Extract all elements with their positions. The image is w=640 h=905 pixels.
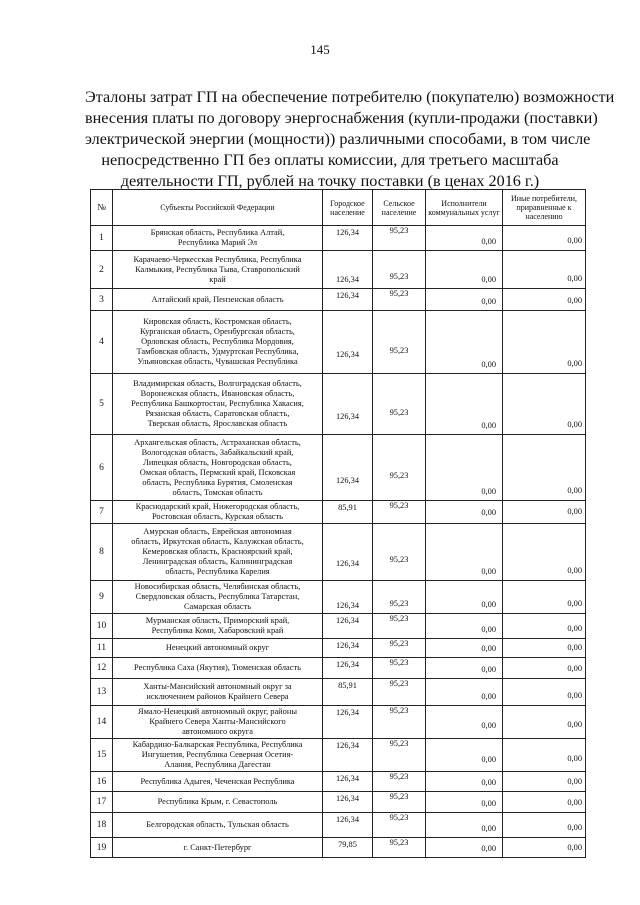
title-line: деятельности ГП, рублей на точку поставки (в ценах 2016 г.): [120, 172, 540, 190]
utilities-cell-value: 0,00: [481, 625, 496, 634]
other-cell: [503, 614, 586, 639]
other-cell: [503, 581, 586, 614]
table-row: [91, 226, 586, 251]
table-row: [91, 524, 586, 581]
urban-cell: [323, 792, 373, 813]
other-cell-value: 0,00: [567, 798, 582, 807]
rural-cell: [373, 658, 426, 679]
region-line: Тверская область, Ярославская область: [147, 419, 288, 428]
table-row: [91, 501, 586, 524]
utilities-cell-value: 0,00: [481, 665, 496, 674]
urban-cell-value: 126,34: [335, 660, 360, 669]
urban-cell-value: 126,34: [335, 350, 360, 359]
region-line: Рязанская область, Саратовская область,: [145, 409, 290, 418]
rural-cell-value: 95,23: [389, 706, 409, 715]
table-row: [91, 289, 586, 311]
other-cell-value: 0,00: [567, 296, 582, 305]
other-cell-value: 0,00: [567, 843, 582, 852]
utilities-cell: [426, 772, 503, 792]
other-cell: [503, 501, 586, 524]
region-line: область, Республика Бурятия, Смоленская: [142, 477, 293, 487]
region-line: Республика Адыгея, Чеченская Республика: [140, 776, 295, 786]
region-line: Свердловская область, Республика Татарстан,: [135, 592, 300, 601]
header-number: №: [91, 190, 113, 226]
utilities-cell-value: 0,00: [481, 799, 496, 808]
region-line: Орловская область, Республика Мордовия,: [141, 337, 294, 346]
rural-cell-value: 95,23: [389, 772, 409, 781]
urban-cell: [323, 838, 373, 858]
region-line: область, Иркутская область, Калужская область,: [131, 537, 304, 546]
other-cell-value: 0,00: [567, 720, 582, 729]
rural-cell: [373, 311, 426, 374]
utilities-cell-value: 0,00: [481, 721, 496, 730]
urban-cell-value: 126,34: [335, 641, 360, 650]
utilities-cell: [426, 524, 503, 581]
rural-cell: [373, 739, 426, 772]
row-number: 10: [91, 614, 113, 639]
row-number: 16: [91, 772, 113, 792]
region-line: Карачаево-Черкесская Республика, Республика: [133, 254, 302, 264]
table-row: [91, 706, 586, 739]
region-line: Кировская область, Костромская область,: [143, 317, 292, 326]
row-number: 12: [91, 658, 113, 679]
header-utilities: Исполнители коммунальных услуг: [426, 190, 503, 226]
region-line: Республика Марий Эл: [177, 238, 258, 247]
page-number: 145: [310, 42, 330, 57]
table-row: [91, 614, 586, 639]
rural-cell: [373, 838, 426, 858]
urban-cell: [323, 289, 373, 311]
title-line: внесения платы по договору энергоснабжения (купли-продажи (поставки): [85, 109, 598, 127]
region-cell: [113, 435, 323, 501]
region-line: Белгородская область, Тульская область: [146, 820, 289, 829]
region-cell: [113, 251, 323, 289]
utilities-cell: [426, 813, 503, 838]
region-cell: [113, 581, 323, 614]
urban-cell-value: 126,34: [335, 476, 360, 485]
title-line: непосредственно ГП без оплаты комиссии, для третьего масштаба: [101, 151, 559, 169]
utilities-cell: [426, 614, 503, 639]
urban-cell: [323, 772, 373, 792]
region-line: Ленинградская область, Калининградская: [142, 557, 293, 566]
urban-cell-value: 126,34: [335, 815, 360, 824]
other-cell-value: 0,00: [567, 664, 582, 673]
urban-cell: [323, 374, 373, 435]
rural-cell-value: 95,23: [389, 658, 409, 667]
urban-cell-value: 79,85: [338, 840, 357, 849]
row-number: 4: [91, 311, 113, 374]
region-line: Ингушетия, Республика Северная Осетия-: [141, 750, 294, 759]
table-row: [91, 838, 586, 858]
utilities-cell: [426, 501, 503, 524]
urban-cell-value: 126,34: [335, 616, 360, 625]
urban-cell: [323, 679, 373, 706]
rural-cell: [373, 251, 426, 289]
region-cell: [113, 501, 323, 524]
rural-cell: [373, 435, 426, 501]
region-line: Архангельская область, Астраханская область,: [134, 437, 301, 447]
rural-cell-value: 95,23: [389, 739, 409, 748]
region-line: Кабардино-Балкарская Республика, Республика: [132, 740, 303, 749]
other-cell: [503, 739, 586, 772]
urban-cell-value: 126,34: [335, 794, 360, 803]
utilities-cell-value: 0,00: [481, 644, 496, 653]
rural-cell: [373, 706, 426, 739]
urban-cell: [323, 226, 373, 251]
urban-cell-value: 85,91: [338, 681, 357, 690]
other-cell-value: 0,00: [567, 274, 582, 283]
document-title: [85, 87, 615, 192]
table-row: [91, 658, 586, 679]
other-cell: [503, 251, 586, 289]
region-line: Республика Коми, Хабаровский край: [151, 626, 284, 635]
utilities-cell-value: 0,00: [481, 600, 496, 609]
urban-cell: [323, 639, 373, 658]
region-line: Ненецкий автономный округ: [165, 643, 270, 652]
urban-cell-value: 126,34: [335, 741, 360, 750]
utilities-cell: [426, 658, 503, 679]
other-cell: [503, 289, 586, 311]
other-cell-value: 0,00: [567, 420, 582, 429]
rural-cell: [373, 772, 426, 792]
other-cell-value: 0,00: [567, 777, 582, 786]
other-cell-value: 0,00: [567, 624, 582, 633]
header-urban: Городское население: [323, 190, 373, 226]
region-line: Республика Саха (Якутия), Тюменская область: [134, 663, 301, 672]
utilities-cell-value: 0,00: [481, 508, 496, 517]
table-row: [91, 435, 586, 501]
rural-cell-value: 95,23: [389, 639, 409, 648]
other-cell: [503, 706, 586, 739]
rural-cell-value: 95,23: [389, 272, 409, 281]
other-cell: [503, 524, 586, 581]
other-cell-value: 0,00: [567, 566, 582, 575]
header-rural: Сельское население: [373, 190, 426, 226]
rural-cell-value: 95,23: [389, 289, 409, 298]
utilities-cell-value: 0,00: [481, 297, 496, 306]
other-cell-value: 0,00: [567, 507, 582, 516]
region-cell: [113, 679, 323, 706]
utilities-cell: [426, 374, 503, 435]
table-row: [91, 374, 586, 435]
other-cell: [503, 658, 586, 679]
title-line: электрической энергии (мощности)) различными способами, в том числе: [85, 130, 591, 148]
utilities-cell-value: 0,00: [481, 778, 496, 787]
region-line: Омская область, Пермский край, Псковская: [139, 467, 296, 477]
rural-cell-value: 95,23: [389, 555, 409, 564]
region-cell: [113, 813, 323, 838]
urban-cell: [323, 501, 373, 524]
tariff-table: [90, 189, 586, 858]
utilities-cell: [426, 226, 503, 251]
urban-cell: [323, 813, 373, 838]
row-number: 18: [91, 813, 113, 838]
table-row: [91, 813, 586, 838]
rural-cell-value: 95,23: [389, 346, 409, 355]
row-number: 7: [91, 501, 113, 524]
region-line: Воронежская область, Ивановская область,: [140, 389, 295, 398]
urban-cell: [323, 658, 373, 679]
row-number: 3: [91, 289, 113, 311]
other-cell-value: 0,00: [567, 823, 582, 832]
region-line: автономного округа: [182, 727, 253, 736]
urban-cell: [323, 739, 373, 772]
header-other: Иные потребители, приравненные к населению: [503, 190, 586, 226]
utilities-cell: [426, 838, 503, 858]
other-cell-value: 0,00: [567, 643, 582, 652]
rural-cell: [373, 289, 426, 311]
urban-cell: [323, 706, 373, 739]
utilities-cell: [426, 639, 503, 658]
table-row: [91, 739, 586, 772]
rural-cell-value: 95,23: [389, 813, 409, 822]
region-line: Краснодарский край, Нижегородская область,: [135, 502, 300, 511]
region-line: Республика Башкортостан, Республика Хакасия,: [131, 399, 304, 408]
other-cell-value: 0,00: [567, 486, 582, 495]
row-number: 17: [91, 792, 113, 813]
utilities-cell: [426, 581, 503, 614]
rural-cell-value: 95,23: [389, 792, 409, 801]
rural-cell: [373, 639, 426, 658]
urban-cell-value: 126,34: [335, 559, 360, 568]
region-line: край: [209, 274, 226, 284]
other-cell-value: 0,00: [567, 691, 582, 700]
other-cell: [503, 679, 586, 706]
table-row: [91, 251, 586, 289]
rural-cell: [373, 581, 426, 614]
rural-cell: [373, 501, 426, 524]
urban-cell-value: 126,34: [335, 291, 360, 300]
region-cell: [113, 658, 323, 679]
rural-cell-value: 95,23: [389, 679, 409, 688]
region-line: Крайнего Севера Ханты-Мансийского: [149, 717, 286, 726]
utilities-cell: [426, 739, 503, 772]
table-row: [91, 639, 586, 658]
rural-cell: [373, 813, 426, 838]
rural-cell-value: 95,23: [389, 471, 409, 480]
urban-cell-value: 126,34: [335, 412, 360, 421]
utilities-cell: [426, 706, 503, 739]
region-cell: [113, 226, 323, 251]
table-row: [91, 311, 586, 374]
rural-cell: [373, 374, 426, 435]
utilities-cell: [426, 792, 503, 813]
row-number: 14: [91, 706, 113, 739]
rural-cell-value: 95,23: [389, 838, 409, 847]
region-line: Тамбовская область, Удмуртская Республика,: [136, 347, 299, 356]
row-number: 1: [91, 226, 113, 251]
utilities-cell: [426, 679, 503, 706]
region-line: Новосибирская область, Челябинская область,: [134, 582, 301, 591]
region-line: Республика Крым, г. Севастополь: [157, 797, 278, 806]
rural-cell: [373, 792, 426, 813]
region-line: Курганская область, Оренбургская область,: [140, 327, 295, 336]
table-header-row: [91, 190, 586, 226]
table-row: [91, 792, 586, 813]
region-cell: [113, 772, 323, 792]
region-line: Ямало-Ненецкий автономный округ, районы: [138, 707, 297, 716]
region-line: Липецкая область, Новгородская область,: [143, 457, 292, 467]
urban-cell-value: 126,34: [335, 774, 360, 783]
utilities-cell: [426, 311, 503, 374]
region-cell: [113, 374, 323, 435]
utilities-cell-value: 0,00: [481, 237, 496, 246]
rural-cell-value: 95,23: [389, 408, 409, 417]
region-line: Самарская область: [183, 602, 252, 611]
row-number: 11: [91, 639, 113, 658]
utilities-cell: [426, 289, 503, 311]
region-cell: [113, 524, 323, 581]
row-number: 15: [91, 739, 113, 772]
other-cell: [503, 435, 586, 501]
urban-cell: [323, 435, 373, 501]
utilities-cell-value: 0,00: [481, 275, 496, 284]
region-line: Алания, Республика Дагестан: [164, 760, 271, 769]
title-line: Эталоны затрат ГП на обеспечение потребителю (покупателю) возможности: [85, 88, 615, 106]
utilities-cell: [426, 251, 503, 289]
other-cell: [503, 813, 586, 838]
other-cell-value: 0,00: [567, 754, 582, 763]
header-subjects: Субъекты Российской Федерации: [113, 190, 323, 226]
region-line: Амурская область, Еврейская автономная: [143, 527, 292, 536]
region-line: г. Санкт-Петербург: [183, 842, 252, 852]
other-cell-value: 0,00: [567, 359, 582, 368]
other-cell: [503, 226, 586, 251]
urban-cell-value: 126,34: [335, 708, 360, 717]
region-line: область, Томская область: [172, 487, 263, 497]
row-number: 8: [91, 524, 113, 581]
region-line: Ростовская область, Курская область: [151, 512, 284, 521]
region-line: исключением районов Крайнего Севера: [146, 692, 289, 701]
region-cell: [113, 639, 323, 658]
rural-cell-value: 95,23: [389, 501, 409, 510]
utilities-cell-value: 0,00: [481, 755, 496, 764]
region-line: Ульяновская область, Чувашская Республика: [137, 357, 298, 366]
other-cell: [503, 772, 586, 792]
region-cell: [113, 706, 323, 739]
urban-cell-value: 85,91: [338, 503, 357, 512]
region-cell: [113, 311, 323, 374]
row-number: 13: [91, 679, 113, 706]
row-number: 5: [91, 374, 113, 435]
region-cell: [113, 289, 323, 311]
other-cell: [503, 311, 586, 374]
other-cell: [503, 374, 586, 435]
region-line: Мурманская область, Приморский край,: [145, 616, 290, 625]
row-number: 2: [91, 251, 113, 289]
rural-cell-value: 95,23: [389, 226, 409, 235]
utilities-cell-value: 0,00: [481, 692, 496, 701]
region-line: Алтайский край, Пензенская область: [151, 294, 284, 304]
utilities-cell-value: 0,00: [481, 421, 496, 430]
utilities-cell-value: 0,00: [481, 844, 496, 853]
region-line: Калмыкия, Республика Тыва, Ставропольский: [135, 264, 300, 274]
utilities-cell-value: 0,00: [481, 487, 496, 496]
rural-cell-value: 95,23: [389, 614, 409, 623]
row-number: 9: [91, 581, 113, 614]
region-cell: [113, 838, 323, 858]
urban-cell: [323, 614, 373, 639]
row-number: 6: [91, 435, 113, 501]
region-line: область, Республика Карелия: [165, 567, 270, 576]
urban-cell-value: 126,34: [335, 601, 360, 610]
region-line: Владимирская область, Волгоградская область,: [133, 379, 302, 388]
region-cell: [113, 739, 323, 772]
other-cell: [503, 838, 586, 858]
region-cell: [113, 792, 323, 813]
region-line: Кемеровская область, Красноярский край,: [142, 547, 293, 556]
row-number: 19: [91, 838, 113, 858]
region-line: Брянская область, Республика Алтай,: [150, 228, 285, 237]
rural-cell: [373, 524, 426, 581]
table-row: [91, 581, 586, 614]
region-line: Вологодская область, Забайкальский край,: [141, 447, 294, 457]
urban-cell: [323, 251, 373, 289]
region-cell: [113, 614, 323, 639]
other-cell-value: 0,00: [567, 236, 582, 245]
utilities-cell-value: 0,00: [481, 360, 496, 369]
other-cell-value: 0,00: [567, 599, 582, 608]
table-row: [91, 679, 586, 706]
region-line: Ханты-Мансийский автономный округ за: [143, 682, 292, 691]
urban-cell-value: 126,34: [335, 228, 360, 237]
other-cell: [503, 792, 586, 813]
urban-cell-value: 126,34: [335, 275, 360, 284]
urban-cell: [323, 311, 373, 374]
rural-cell-value: 95,23: [389, 599, 409, 608]
table-row: [91, 772, 586, 792]
utilities-cell-value: 0,00: [481, 567, 496, 576]
urban-cell: [323, 581, 373, 614]
utilities-cell-value: 0,00: [481, 824, 496, 833]
urban-cell: [323, 524, 373, 581]
other-cell: [503, 639, 586, 658]
utilities-cell: [426, 435, 503, 501]
rural-cell: [373, 679, 426, 706]
rural-cell: [373, 226, 426, 251]
rural-cell: [373, 614, 426, 639]
